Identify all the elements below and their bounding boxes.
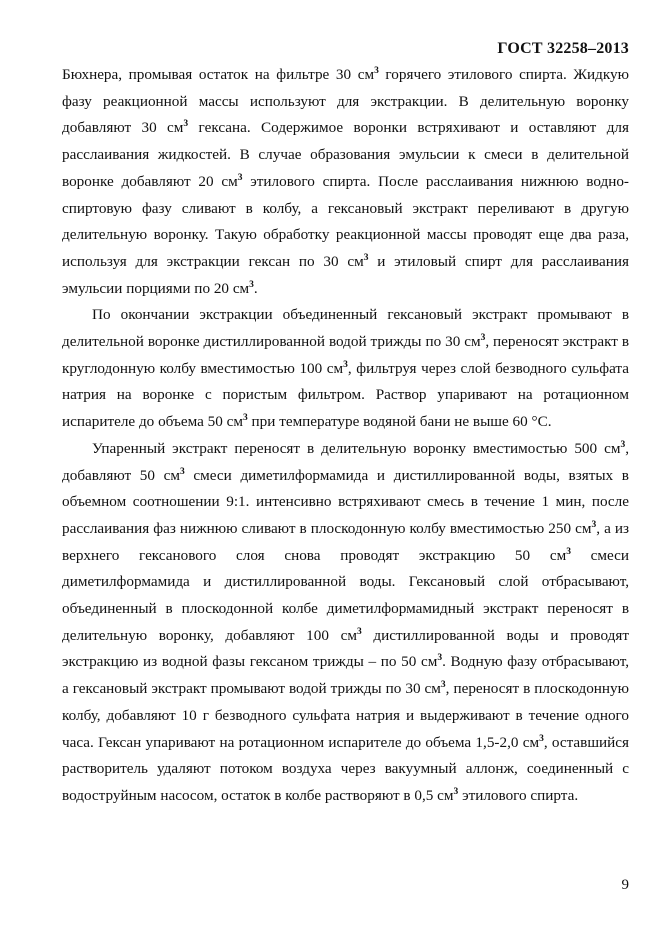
superscript-exponent: 3 — [249, 279, 254, 290]
paragraph — [62, 436, 629, 810]
superscript-exponent: 3 — [591, 519, 597, 530]
text-run: горячего этилового спирта. Жидкую фазу реакционной массы используют для экстракции. В делительную воронку добавляют 30 см — [62, 66, 630, 137]
superscript-exponent: 3 — [437, 653, 443, 664]
standard-number: ГОСТ 32258–2013 — [497, 40, 629, 57]
superscript-exponent: 3 — [374, 66, 379, 76]
superscript-exponent: 3 — [363, 252, 369, 263]
superscript-exponent: 3 — [620, 439, 626, 450]
text-run: дистиллированной воды и проводят экстракцию из водной фазы гексаном трижды – по 50 см — [62, 626, 629, 671]
text-run: Бюхнера, промывая остаток на фильтре 30 см — [62, 66, 375, 83]
text-run: По окончании экстракции объединенный гексановый экстракт промывают в делительной воронке дистиллированной водой трижды по 30 см — [62, 306, 629, 351]
superscript-exponent: 3 — [453, 786, 459, 797]
text-run: , фильтруя через слой безводного сульфата натрия на воронке с пористым фильтром. Раствор упаривают на ротационном испарителе до объема 50 см — [62, 359, 629, 431]
text-run: , добавляют 50 см — [62, 439, 629, 484]
text-run: , а из верхнего гексанового слоя снова проводят экстракцию 50 см — [62, 519, 630, 564]
document-header — [497, 40, 629, 58]
text-run: гексана. Содержимое воронки встряхивают и оставляют для расслаивания жидкостей. В случае образования эмульсии к смеси в делительной воронке добавляют 20 см — [62, 119, 629, 190]
text-run: и этиловый спирт для расслаивания эмульсии порциями по 20 см — [62, 252, 629, 297]
superscript-exponent: 3 — [180, 466, 185, 477]
superscript-exponent: 3 — [440, 680, 446, 691]
text-run: смеси диметилформамида и дистиллированной воды. Гексановый слой отбрасывают, объединенный в плоскодонной колбе диметилформамидный экстракт переносят в делительную воронку, добавляют 100 см — [62, 546, 629, 644]
superscript-exponent: 3 — [566, 546, 571, 557]
text-run: , переносят экстракт в круглодонную колбу вместимостью 100 см — [62, 333, 629, 377]
document-body — [62, 62, 629, 810]
text-run: Упаренный экстракт переносят в делительную воронку вместимостью 500 см — [92, 439, 621, 457]
superscript-exponent: 3 — [237, 172, 243, 183]
text-run: . — [253, 279, 258, 297]
text-run: при температуре водяной бани не выше 60 °С. — [247, 413, 552, 431]
superscript-exponent: 3 — [356, 626, 362, 637]
text-run: смеси диметилформамида и дистиллированной воды, взятых в объемном соотношении 9:1. интенсивно встряхивают смесь в течение 1 мин, после расслаивания фаз нижнюю сливают в плоскодонную колбу вместимостью 250 см — [62, 466, 629, 537]
page-number: 9 — [621, 877, 629, 893]
text-run: . Водную фазу отбрасывают, а гексановый экстракт промывают водой трижды по 30 см — [62, 653, 629, 698]
text-run: , оставшийся растворитель удаляют потоком воздуха через вакуумный аллонж, соединенный с водоструйным насосом, остаток в колбе растворяют в 0,5 см — [62, 733, 630, 804]
paragraph — [62, 62, 629, 302]
superscript-exponent: 3 — [480, 333, 486, 344]
paragraph — [62, 302, 629, 436]
superscript-exponent: 3 — [243, 413, 248, 424]
text-run: этилового спирта. После расслаивания нижнюю водно-спиртовую фазу сливают в колбу, а гексановый экстракт переливают в другую делительную воронку. Такую обработку реакционной массы проводят еще два раза, используя для экстракции гексан по 30 см — [62, 172, 629, 270]
superscript-exponent: 3 — [183, 119, 189, 130]
superscript-exponent: 3 — [343, 359, 348, 370]
superscript-exponent: 3 — [539, 733, 544, 744]
text-run: , переносят в плоскодонную колбу, добавляют 10 г безводного сульфата натрия и выдерживают в течение одного часа. Гексан упаривают на ротационном испарителе до объема 1,5-2,0 см — [62, 680, 629, 751]
text-run: этилового спирта. — [458, 786, 579, 804]
